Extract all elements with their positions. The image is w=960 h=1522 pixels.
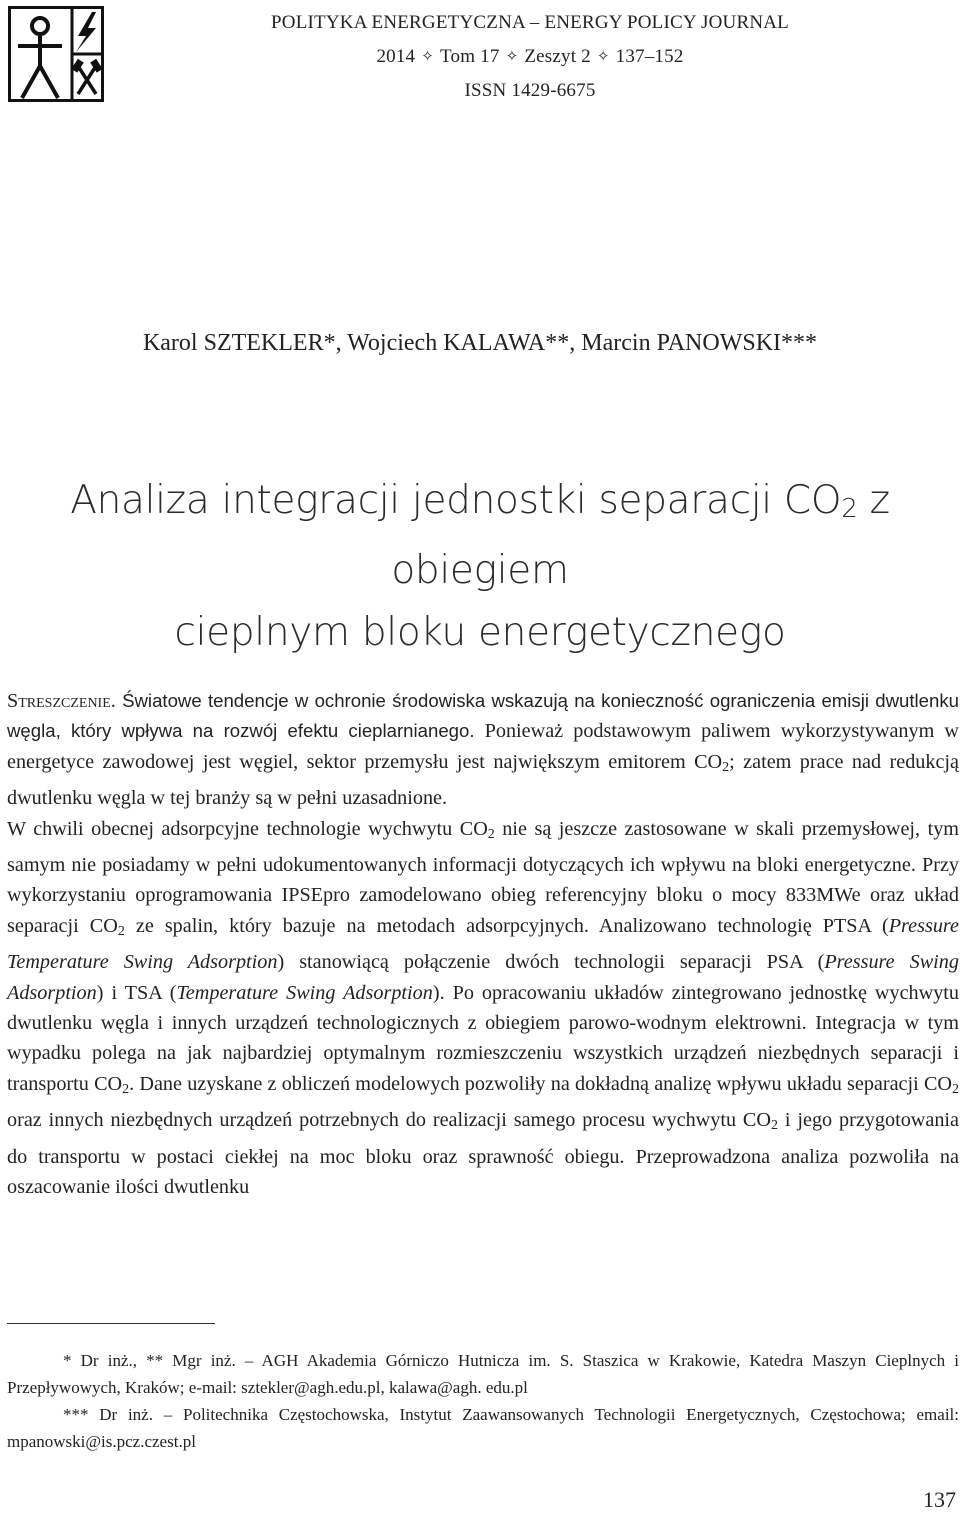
- title-line2: cieplnym bloku energetycznego: [174, 610, 786, 655]
- diamond-separator-icon: ✧: [505, 49, 519, 65]
- abstract-italic: Temperature Swing Adsorption: [176, 981, 433, 1004]
- abstract-intro: Światowe tendencje w ochronie środowiska wskazują na konieczność ograniczenia emisji dwutlenku węgla, który wpływa na rozwój efektu cieplarnianego.: [7, 690, 959, 742]
- author-first-name: Marcin: [581, 330, 651, 356]
- author-first-name: Karol: [142, 330, 198, 356]
- title-part: Analiza integracji jednostki separacji CO: [70, 478, 842, 523]
- abstract-text: i jego przygotowania do transportu w postaci ciekłej na moc bloku oraz sprawność obiegu. Przeprowadzona analiza pozwoliła na oszacowanie ilości dwutlenku: [7, 1109, 959, 1199]
- subscript: 2: [487, 826, 495, 842]
- subscript: 2: [952, 1081, 959, 1097]
- abstract-text: . Dane uzyskane z obliczeń modelowych pozwoliły na dokładną analizę wpływu układu separacji CO: [129, 1072, 952, 1095]
- title-subscript: 2: [841, 494, 858, 524]
- abstract-text: ; zatem prace nad redukcją dwutlenku węgla w tej branży są w pełni uzasadnione.: [7, 750, 960, 810]
- journal-logo-icon: [8, 6, 104, 102]
- footnote: * Dr inż., ** Mgr inż. – AGH Akademia Górniczo Hutnicza im. S. Staszica w Krakowie, Katedra Maszyn Cieplnych i Przepływowych, Kraków; e-mail: sztekler@agh.edu.pl, kalawa@agh. edu.pl: [7, 1351, 959, 1397]
- journal-year: 2014: [376, 46, 416, 67]
- author-last-name: PANOWSKI: [656, 330, 782, 356]
- author-mark: ***: [781, 330, 818, 356]
- author-last-name: SZTEKLER: [203, 330, 324, 356]
- journal-issue-line: [230, 46, 830, 68]
- abstract-paragraph: [7, 814, 959, 1203]
- page-number: 137: [923, 1487, 956, 1512]
- author-mark: **: [545, 330, 570, 356]
- abstract-text: ) i TSA (: [96, 981, 177, 1004]
- subscript: 2: [122, 1081, 130, 1097]
- subscript: 2: [722, 759, 730, 775]
- abstract-text: Ponieważ podstawowym paliwem wykorzystywanym w energetyce zawodowej jest węgiel, sektor przemysłu jest największym emitorem CO: [7, 720, 960, 773]
- abstract-text: W chwili obecnej adsorpcyjne technologie wychwytu CO: [7, 817, 488, 840]
- journal-issue: Zeszyt 2: [524, 46, 591, 67]
- abstract-text: ). Po opracowaniu układów zintegrowano jednostkę wychwytu dwutlenku węgla i innych urządzeń technologicznych z obiegiem parowo-wodnym elektrowni. Integracja w tym wypadku polega na jak najbardziej optymalnym rozmieszczeniu wszystkich urządzeń niezbędnych separacji i transportu CO: [7, 981, 960, 1095]
- title-part: z obiegiem: [391, 478, 890, 593]
- abstract-text: ze spalin, który bazuje na metodach adsorpcyjnych. Analizowano technologię PTSA (: [124, 914, 889, 937]
- abstract-text: nie są jeszcze zastosowane w skali przemysłowej, tym samym nie posiadamy w pełni udokumentowanych informacji dotyczących ich wpływu na bloki energetyczne. Przy wykorzystaniu oprogramowania IPSEpro zamodelowano obieg referencyjny bloku o mocy 833MWe oraz układ separacji CO: [7, 817, 959, 937]
- author-first-name: Wojciech: [347, 330, 438, 356]
- abstract-label: Streszczenie.: [7, 690, 116, 712]
- diamond-separator-icon: ✧: [421, 49, 435, 65]
- subscript: 2: [770, 1118, 778, 1134]
- abstract-italic: Pressure Temperature Swing Adsorption: [7, 914, 959, 974]
- footnote-divider: [7, 1323, 215, 1324]
- paper-title: [0, 470, 960, 664]
- abstract-paragraph: [7, 686, 959, 814]
- abstract-text: ) stanowiącą połączenie dwóch technologii separacji PSA (: [277, 951, 825, 974]
- diamond-separator-icon: ✧: [596, 49, 610, 65]
- abstract: [7, 686, 959, 1203]
- abstract-text: oraz innych niezbędnych urządzeń potrzebnych do realizacji samego procesu wychwytu CO: [7, 1109, 771, 1132]
- author-mark: *: [323, 330, 336, 356]
- subscript: 2: [117, 923, 125, 939]
- abstract-italic: Pressure Swing Adsorption: [7, 951, 959, 1004]
- journal-issn: ISSN 1429-6675: [464, 80, 596, 101]
- journal-name: POLITYKA ENERGETYCZNA – ENERGY POLICY JOURNAL: [271, 12, 789, 33]
- journal-volume: Tom 17: [440, 46, 500, 67]
- author-list: Karol SZTEKLER*, Wojciech KALAWA**, Marcin PANOWSKI***: [142, 330, 818, 356]
- journal-pages: 137–152: [615, 46, 684, 67]
- author-last-name: KALAWA: [443, 330, 546, 356]
- footnotes: [7, 1347, 959, 1455]
- footnote: *** Dr inż. – Politechnika Częstochowska, Instytut Zaawansowanych Technologii Energetycznych, Częstochowa; email: mpanowski@is.pcz.czest.pl: [7, 1405, 959, 1451]
